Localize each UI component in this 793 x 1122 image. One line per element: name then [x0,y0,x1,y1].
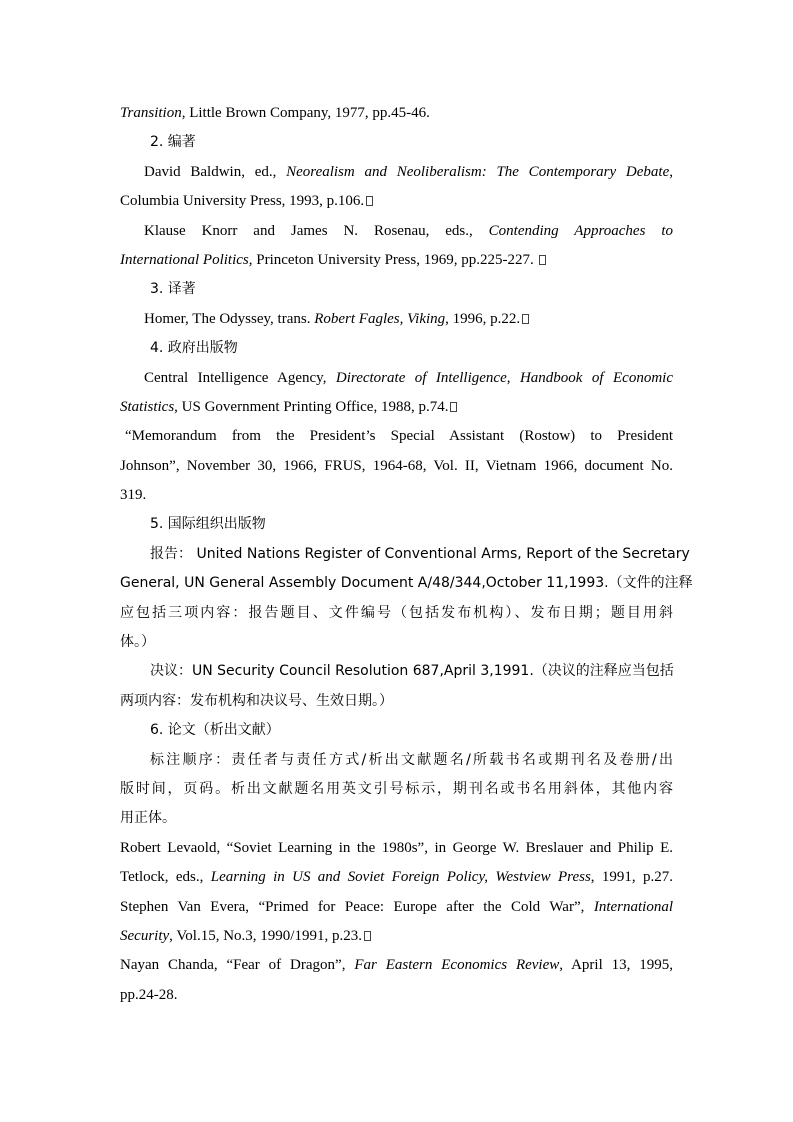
text-line: Tetlock, eds., Learning in US and Soviet Foreign Policy, Westview Press, 1991, p.27. [120,869,674,886]
text-line: 319. [120,487,147,504]
placeholder-box-icon [450,402,457,412]
text-line: “Memorandum from the President’s Special Assistant (Rostow) to President [125,428,673,445]
italic-title: Security [120,927,170,944]
text-line: 应包括三项内容：报告题目、文件编号（包括发布机构）、发布日期；题目用斜 [120,604,673,621]
text-line: International Politics, Princeton University Press, 1969, pp.225-227. [120,246,673,275]
text: , Little Brown Company, 1977, pp.45-46. [181,105,430,121]
italic-title: Robert Fagles, Viking [314,310,446,327]
text-line: Stephen Van Evera, “Primed for Peace: Europe after the Cold War”, International [120,898,673,915]
text-line: 版时间，页码。析出文献题名用英文引号标示，期刊名或书名用斜体，其他内容 [120,780,673,797]
text-line: 报告： United Nations Register of Conventional Arms, Report of the Secretary [150,545,690,562]
italic-title: Far Eastern Economics Review [354,957,560,974]
text-line: Columbia University Press, 1993, p.106. [120,187,673,216]
text-line: 体。） [120,634,155,651]
section-heading: 4. 政府出版物 [150,340,238,357]
italic-title: Statistics [120,398,175,415]
text-line: 标注顺序：责任者与责任方式/析出文献题名/所载书名或期刊名及卷册/出 [150,751,673,768]
italic-title: Neorealism and Neoliberalism: The Contemporary Debate [286,163,670,180]
text-line [120,99,673,128]
italic-title: Transition [120,105,182,121]
italic-title: International [593,898,673,915]
text-line: Johnson”, November 30, 1966, FRUS, 1964-68, Vol. II, Vietnam 1966, document No. [120,457,673,474]
placeholder-box-icon [364,931,371,941]
text-line: Security, Vol.15, No.3, 1990/1991, p.23. [120,922,673,951]
text-line: 决议：UN Security Council Resolution 687,April 3,1991.（决议的注释应当包括 [150,663,674,680]
text-line: Klause Knorr and James N. Rosenau, eds., Contending Approaches to [144,222,673,239]
placeholder-box-icon [366,196,373,206]
text-line: Nayan Chanda, “Fear of Dragon”, Far Eastern Economics Review, April 13, 1995, [120,957,673,974]
italic-title: Learning in US and Soviet Foreign Policy, Westview Press [210,869,591,886]
italic-title: Directorate of Intelligence, Handbook of Economic [335,369,673,386]
text-line: Robert Levaold, “Soviet Learning in the 1980s”, in George W. Breslauer and Philip E. [120,839,673,856]
italic-title: International Politics [120,251,249,268]
text-line: General, UN General Assembly Document A/48/344,October 11,1993.（文件的注释 [120,575,693,592]
section-heading: 2. 编著 [150,134,196,151]
placeholder-box-icon [539,255,546,265]
placeholder-box-icon [522,314,529,324]
text-line: Central Intelligence Agency, Directorate of Intelligence, Handbook of Economic [144,369,673,386]
section-heading: 5. 国际组织出版物 [150,516,266,533]
text-line: pp.24-28. [120,986,178,1003]
section-heading: 6. 论文（析出文献） [150,722,280,739]
text-line: 用正体。 [120,810,176,827]
text-line: David Baldwin, ed., Neorealism and Neoliberalism: The Contemporary Debate, [144,163,673,180]
document-page [120,99,693,1010]
text-line: 两项内容：发布机构和决议号、生效日期。） [120,692,393,709]
text-line: Homer, The Odyssey, trans. Robert Fagles, Viking, 1996, p.22. [120,305,673,334]
section-heading: 3. 译著 [150,281,196,298]
text-line: Statistics, US Government Printing Office, 1988, p.74. [120,393,673,422]
italic-title: Contending Approaches to [488,222,673,239]
